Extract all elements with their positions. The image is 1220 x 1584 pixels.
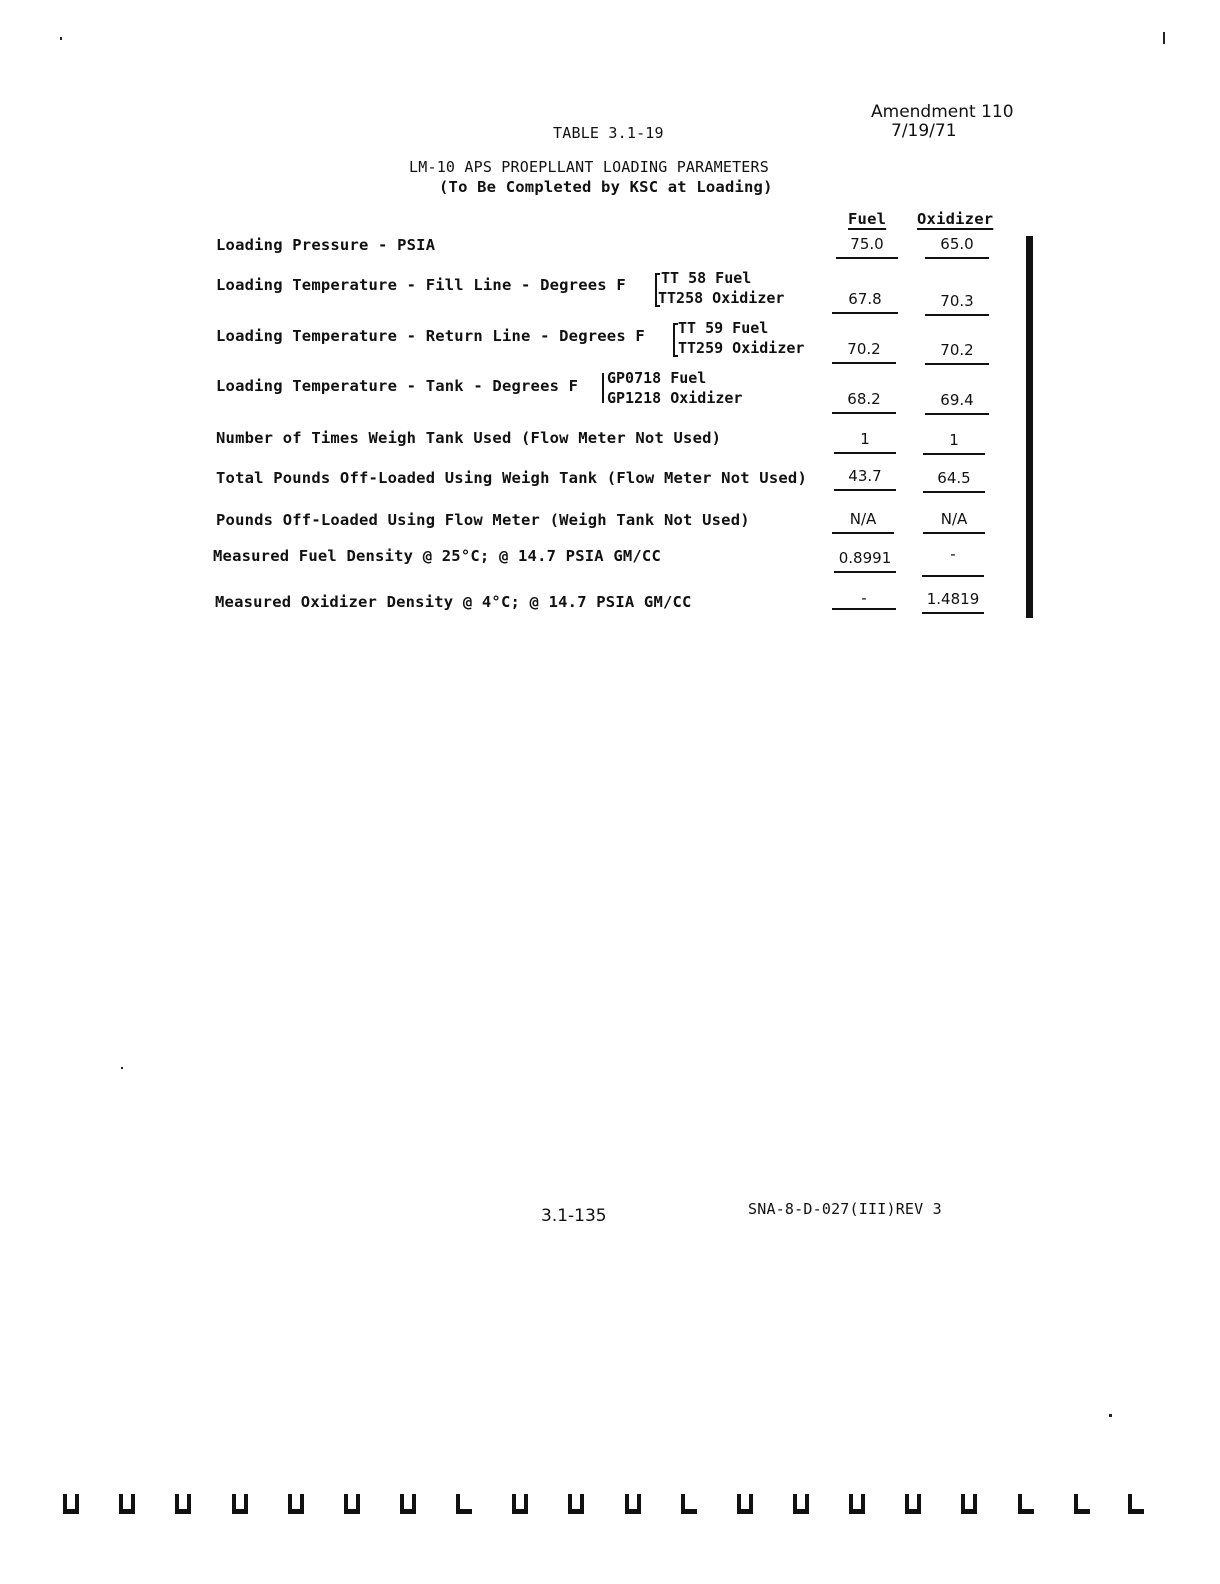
value-fuel-pounds-flow-meter: N/A	[832, 510, 894, 534]
binder-mark	[119, 1494, 135, 1514]
sensor-oxidizer-fill-line: TT258 Oxidizer	[658, 289, 785, 307]
value-fuel-loading-pressure: 75.0	[836, 235, 898, 259]
binder-mark	[63, 1494, 79, 1514]
binder-mark	[793, 1494, 809, 1514]
binder-mark	[681, 1494, 697, 1514]
binder-mark	[1018, 1494, 1034, 1514]
row-label-weigh-tank-uses: Number of Times Weigh Tank Used (Flow Meter Not Used)	[216, 429, 722, 447]
binder-mark	[849, 1494, 865, 1514]
value-oxidizer-fuel-density: -	[922, 545, 984, 577]
row-label-fill-line-temperature: Loading Temperature - Fill Line - Degrees F	[216, 276, 626, 294]
binder-mark	[737, 1494, 753, 1514]
binder-mark	[625, 1494, 641, 1514]
revision-change-bar	[1026, 236, 1033, 618]
sensor-oxidizer-tank: GP1218 Oxidizer	[607, 389, 743, 407]
value-fuel-tank-temperature: 68.2	[832, 390, 896, 414]
sensor-fuel-fill-line: TT 58 Fuel	[661, 269, 752, 287]
value-fuel-oxidizer-density: -	[832, 589, 896, 610]
value-fuel-fill-line-temperature: 67.8	[832, 290, 898, 314]
value-fuel-density: 0.8991	[834, 549, 896, 573]
value-oxidizer-tank-temperature: 69.4	[925, 391, 989, 415]
value-oxidizer-loading-pressure: 65.0	[925, 235, 989, 259]
scan-speck	[121, 1067, 123, 1069]
value-oxidizer-weigh-tank-uses: 1	[923, 431, 985, 455]
row-label-return-line-temperature: Loading Temperature - Return Line - Degrees F	[216, 327, 645, 345]
column-header-oxidizer: Oxidizer	[917, 210, 994, 228]
binder-mark	[1128, 1494, 1144, 1514]
sensor-oxidizer-return-line: TT259 Oxidizer	[678, 339, 805, 357]
binder-mark	[512, 1494, 528, 1514]
row-label-pounds-weigh-tank: Total Pounds Off-Loaded Using Weigh Tank (Flow Meter Not Used)	[216, 469, 807, 487]
amendment-date: 7/19/71	[891, 121, 957, 141]
row-label-oxidizer-density: Measured Oxidizer Density @ 4°C; @ 14.7 PSIA GM/CC	[215, 593, 692, 611]
binder-mark	[344, 1494, 360, 1514]
binder-mark	[905, 1494, 921, 1514]
value-fuel-pounds-weigh-tank: 43.7	[834, 467, 896, 491]
value-oxidizer-pounds-flow-meter: N/A	[923, 510, 985, 534]
binder-mark	[456, 1494, 472, 1514]
column-header-fuel: Fuel	[848, 210, 887, 228]
row-label-loading-pressure: Loading Pressure - PSIA	[216, 236, 436, 254]
table-title: LM-10 APS PROEPLLANT LOADING PARAMETERS	[409, 158, 769, 176]
binder-mark	[961, 1494, 977, 1514]
table-number: TABLE 3.1-19	[553, 124, 664, 142]
value-fuel-weigh-tank-uses: 1	[834, 430, 896, 454]
value-oxidizer-fill-line-temperature: 70.3	[925, 292, 989, 316]
document-id: SNA-8-D-027(III)REV 3	[748, 1200, 942, 1218]
value-oxidizer-density: 1.4819	[922, 590, 984, 614]
row-label-pounds-flow-meter: Pounds Off-Loaded Using Flow Meter (Weigh Tank Not Used)	[216, 511, 750, 529]
row-label-fuel-density: Measured Fuel Density @ 25°C; @ 14.7 PSIA GM/CC	[213, 547, 661, 565]
sensor-fuel-tank: GP0718 Fuel	[607, 369, 707, 387]
binder-mark	[175, 1494, 191, 1514]
binder-mark	[288, 1494, 304, 1514]
row-label-tank-temperature: Loading Temperature - Tank - Degrees F	[216, 377, 579, 395]
binder-mark	[1074, 1494, 1090, 1514]
binder-mark	[568, 1494, 584, 1514]
scan-mark	[1163, 32, 1165, 44]
value-oxidizer-pounds-weigh-tank: 64.5	[923, 469, 985, 493]
page-number: 3.1-135	[541, 1206, 607, 1226]
value-oxidizer-return-line-temperature: 70.2	[925, 341, 989, 365]
binder-mark	[400, 1494, 416, 1514]
binder-mark	[232, 1494, 248, 1514]
scan-speck	[1109, 1414, 1112, 1417]
amendment-number: Amendment 110	[871, 102, 1014, 122]
value-fuel-return-line-temperature: 70.2	[832, 340, 896, 364]
table-subtitle: (To Be Completed by KSC at Loading)	[439, 178, 773, 196]
scan-speck	[60, 37, 62, 40]
sensor-fuel-return-line: TT 59 Fuel	[678, 319, 769, 337]
